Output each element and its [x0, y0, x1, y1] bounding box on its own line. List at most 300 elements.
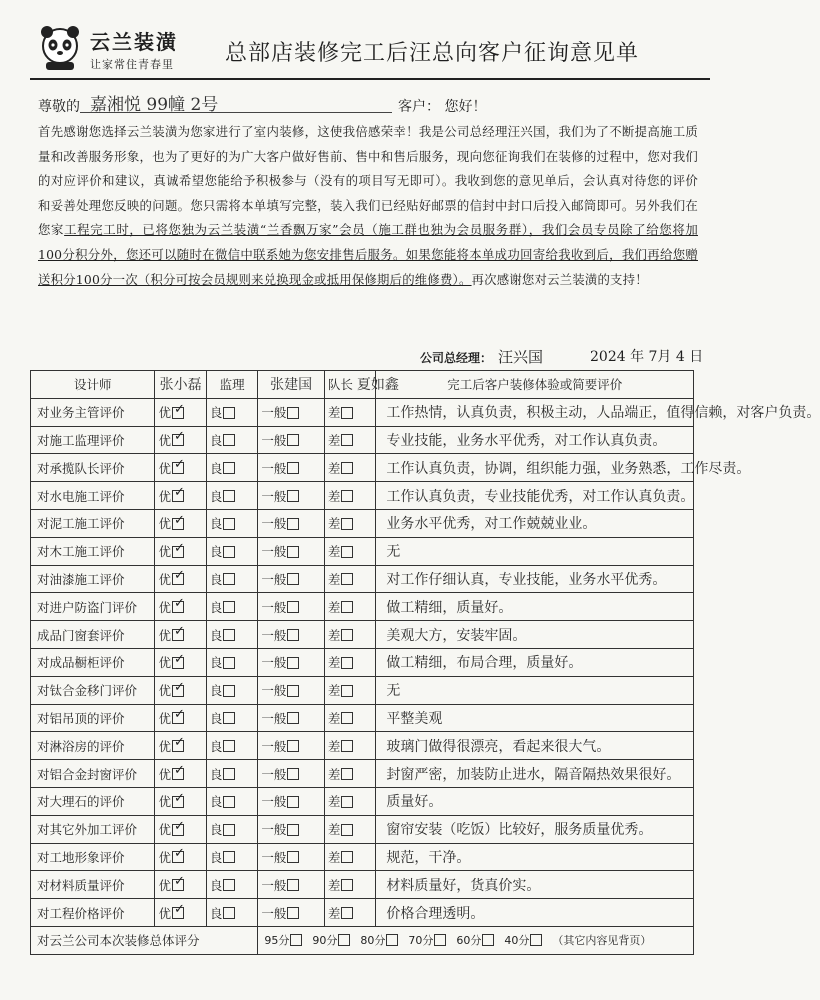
supervisor-name[interactable]: 张建国 — [258, 371, 325, 399]
row-label: 对木工施工评价 — [31, 537, 155, 565]
option-excellent[interactable] — [155, 843, 206, 871]
captain-label-text: 队长 — [327, 377, 353, 393]
option-average[interactable] — [258, 509, 325, 537]
option-average-label: 一般 — [261, 905, 287, 921]
checkbox-icon[interactable] — [341, 518, 353, 530]
checkbox-icon[interactable] — [290, 934, 302, 946]
option-excellent[interactable] — [155, 871, 206, 899]
option-average-label: 一般 — [261, 405, 287, 421]
option-poor[interactable] — [324, 732, 375, 760]
row-comment[interactable]: 材料质量好，货真价实。 — [376, 871, 694, 899]
checkbox-icon[interactable] — [287, 462, 299, 474]
option-poor-label: 差 — [327, 822, 341, 838]
table-row — [31, 760, 694, 788]
option-good-label: 良 — [209, 627, 223, 643]
option-excellent-label: 优 — [158, 849, 171, 865]
designer-name[interactable]: 张小磊 — [155, 371, 206, 399]
checkbox-icon[interactable] — [341, 434, 353, 446]
checkbox-icon[interactable] — [386, 934, 398, 946]
row-label: 对工程价格评价 — [31, 899, 155, 927]
checkbox-icon[interactable] — [287, 407, 299, 419]
option-poor[interactable] — [324, 537, 375, 565]
checked-box-icon[interactable] — [172, 601, 184, 613]
option-excellent[interactable] — [155, 454, 206, 482]
option-poor[interactable] — [324, 787, 375, 815]
option-average[interactable] — [258, 843, 325, 871]
table-row — [31, 732, 694, 760]
designer-label: 设计师 — [31, 371, 155, 399]
option-average[interactable] — [258, 676, 325, 704]
option-average[interactable] — [258, 732, 325, 760]
checkbox-icon[interactable] — [341, 629, 353, 641]
option-good[interactable] — [206, 565, 257, 593]
checkbox-icon[interactable] — [223, 907, 235, 919]
checkbox-icon[interactable] — [341, 407, 353, 419]
option-good[interactable] — [206, 732, 257, 760]
option-poor[interactable] — [324, 426, 375, 454]
table-row — [31, 398, 694, 426]
row-label: 对承揽队长评价 — [31, 454, 155, 482]
checked-box-icon[interactable] — [172, 573, 184, 585]
checked-box-icon[interactable] — [172, 462, 184, 474]
checkbox-icon[interactable] — [434, 934, 446, 946]
row-comment[interactable]: 业务水平优秀，对工作兢兢业业。 — [376, 509, 694, 537]
option-good[interactable] — [206, 593, 257, 621]
checked-box-icon[interactable] — [172, 629, 184, 641]
customer-underline — [80, 112, 392, 113]
checkbox-icon[interactable] — [287, 546, 299, 558]
option-good[interactable] — [206, 815, 257, 843]
option-excellent[interactable] — [155, 537, 206, 565]
option-excellent[interactable] — [155, 732, 206, 760]
checkbox-icon[interactable] — [341, 573, 353, 585]
score-option-label: 90分 — [312, 934, 338, 948]
option-average-label: 一般 — [261, 849, 287, 865]
option-poor[interactable] — [324, 621, 375, 649]
checkbox-icon[interactable] — [338, 934, 350, 946]
option-good[interactable] — [206, 871, 257, 899]
checkbox-icon[interactable] — [223, 518, 235, 530]
panda-logo-icon — [36, 24, 84, 72]
option-excellent-label: 优 — [158, 599, 171, 615]
checkbox-icon[interactable] — [223, 712, 235, 724]
row-comment[interactable]: 工作认真负责，协调，组织能力强，业务熟悉，工作尽责。 — [376, 454, 694, 482]
checkbox-icon[interactable] — [223, 685, 235, 697]
row-comment[interactable]: 无 — [376, 676, 694, 704]
checked-box-icon[interactable] — [172, 490, 184, 502]
option-poor[interactable] — [324, 454, 375, 482]
signature-label: 公司总经理： — [420, 351, 493, 365]
checkbox-icon[interactable] — [287, 629, 299, 641]
checked-box-icon[interactable] — [172, 768, 184, 780]
total-score-label: 对云兰公司本次装修总体评分 — [31, 926, 258, 954]
checkbox-icon[interactable] — [341, 796, 353, 808]
checkbox-icon[interactable] — [341, 879, 353, 891]
option-average-label: 一般 — [261, 571, 287, 587]
checked-box-icon[interactable] — [172, 907, 184, 919]
checkbox-icon[interactable] — [341, 462, 353, 474]
row-comment[interactable]: 美观大方，安装牢固。 — [376, 621, 694, 649]
checkbox-icon[interactable] — [223, 879, 235, 891]
row-comment[interactable]: 规范，干净。 — [376, 843, 694, 871]
option-poor[interactable] — [324, 815, 375, 843]
row-comment[interactable]: 做工精细，布局合理，质量好。 — [376, 648, 694, 676]
score-option[interactable] — [360, 934, 398, 947]
checkbox-icon[interactable] — [223, 434, 235, 446]
option-excellent[interactable] — [155, 760, 206, 788]
checkbox-icon[interactable] — [341, 824, 353, 836]
option-poor-label: 差 — [327, 544, 341, 560]
option-excellent-label: 优 — [158, 683, 171, 699]
score-option[interactable] — [456, 934, 494, 947]
row-label: 对施工监理评价 — [31, 426, 155, 454]
option-average[interactable] — [258, 482, 325, 510]
customer-name-field[interactable]: 嘉湘悦 99幢 2号 — [90, 95, 219, 115]
option-poor-label: 差 — [327, 488, 341, 504]
checked-box-icon[interactable] — [172, 796, 184, 808]
option-excellent-label: 优 — [158, 766, 171, 782]
option-poor[interactable] — [324, 648, 375, 676]
option-average-label: 一般 — [261, 627, 287, 643]
checkbox-icon[interactable] — [341, 768, 353, 780]
checked-box-icon[interactable] — [172, 518, 184, 530]
option-excellent[interactable] — [155, 787, 206, 815]
checkbox-icon[interactable] — [287, 768, 299, 780]
option-poor-label: 差 — [327, 877, 341, 893]
evaluation-table — [30, 370, 820, 955]
score-option[interactable] — [408, 934, 446, 947]
checkbox-icon[interactable] — [287, 518, 299, 530]
option-excellent[interactable] — [155, 482, 206, 510]
option-poor-label: 差 — [327, 849, 341, 865]
option-excellent-label: 优 — [158, 710, 171, 726]
option-excellent-label: 优 — [158, 905, 171, 921]
checkbox-icon[interactable] — [223, 851, 235, 863]
option-average[interactable] — [258, 426, 325, 454]
option-good-label: 良 — [209, 794, 223, 810]
score-option[interactable] — [504, 934, 542, 947]
signature-name: 汪兴国 — [498, 348, 544, 366]
option-good[interactable] — [206, 398, 257, 426]
table-row — [31, 509, 694, 537]
table-row — [31, 843, 694, 871]
checkbox-icon[interactable] — [287, 796, 299, 808]
checked-box-icon[interactable] — [172, 740, 184, 752]
greeting-line — [38, 92, 698, 118]
option-excellent[interactable] — [155, 426, 206, 454]
signature — [420, 346, 543, 367]
option-good-label: 良 — [209, 738, 223, 754]
option-poor-label: 差 — [327, 460, 341, 476]
row-comment[interactable]: 窗帘安装（吃饭）比较好，服务质量优秀。 — [376, 815, 694, 843]
option-average[interactable] — [258, 565, 325, 593]
option-poor[interactable] — [324, 482, 375, 510]
row-label: 对铝吊顶的评价 — [31, 704, 155, 732]
checkbox-icon[interactable] — [223, 462, 235, 474]
option-excellent[interactable] — [155, 704, 206, 732]
option-good-label: 良 — [209, 905, 223, 921]
option-average[interactable] — [258, 871, 325, 899]
table-row — [31, 621, 694, 649]
checkbox-icon[interactable] — [287, 712, 299, 724]
table-row — [31, 871, 694, 899]
row-comment[interactable]: 价格合理透明。 — [376, 899, 694, 927]
checkbox-icon[interactable] — [287, 685, 299, 697]
option-average[interactable] — [258, 621, 325, 649]
checkbox-icon[interactable] — [287, 740, 299, 752]
row-comment[interactable]: 质量好。 — [376, 787, 694, 815]
option-poor[interactable] — [324, 843, 375, 871]
row-label: 对业务主管评价 — [31, 398, 155, 426]
row-label: 对铝合金封窗评价 — [31, 760, 155, 788]
option-good[interactable] — [206, 648, 257, 676]
option-excellent[interactable] — [155, 899, 206, 927]
option-excellent-label: 优 — [158, 655, 171, 671]
option-poor-label: 差 — [327, 710, 341, 726]
checkbox-icon[interactable] — [341, 907, 353, 919]
checked-box-icon[interactable] — [172, 685, 184, 697]
option-poor-label: 差 — [327, 405, 341, 421]
row-comment[interactable]: 玻璃门做得很漂亮，看起来很大气。 — [376, 732, 694, 760]
row-label: 对淋浴房的评价 — [31, 732, 155, 760]
option-excellent-label: 优 — [158, 877, 171, 893]
option-poor-label: 差 — [327, 627, 341, 643]
option-poor[interactable] — [324, 398, 375, 426]
table-row — [31, 787, 694, 815]
option-good[interactable] — [206, 621, 257, 649]
score-option-label: 60分 — [456, 934, 482, 948]
checkbox-icon[interactable] — [223, 546, 235, 558]
option-poor-label: 差 — [327, 794, 341, 810]
option-excellent[interactable] — [155, 509, 206, 537]
table-row — [31, 704, 694, 732]
option-poor-label: 差 — [327, 766, 341, 782]
option-good-label: 良 — [209, 599, 223, 615]
checkbox-icon[interactable] — [341, 657, 353, 669]
option-average-label: 一般 — [261, 822, 287, 838]
table-row — [31, 815, 694, 843]
option-average[interactable] — [258, 787, 325, 815]
checkbox-icon[interactable] — [223, 768, 235, 780]
option-excellent[interactable] — [155, 815, 206, 843]
checkbox-icon[interactable] — [287, 851, 299, 863]
checkbox-icon[interactable] — [287, 824, 299, 836]
option-average-label: 一般 — [261, 794, 287, 810]
row-comment[interactable]: 对工作仔细认真，专业技能，业务水平优秀。 — [376, 565, 694, 593]
table-row — [31, 593, 694, 621]
option-good[interactable] — [206, 899, 257, 927]
checkbox-icon[interactable] — [287, 907, 299, 919]
option-poor-label: 差 — [327, 905, 341, 921]
checkbox-icon[interactable] — [287, 434, 299, 446]
option-excellent-label: 优 — [158, 460, 171, 476]
option-poor-label: 差 — [327, 683, 341, 699]
row-comment[interactable]: 工作认真负责，专业技能优秀，对工作认真负责。 — [376, 482, 694, 510]
checkbox-icon[interactable] — [287, 657, 299, 669]
option-excellent-label: 优 — [158, 544, 171, 560]
row-label: 对其它外加工评价 — [31, 815, 155, 843]
form-header — [30, 18, 710, 80]
checkbox-icon[interactable] — [223, 740, 235, 752]
option-excellent[interactable] — [155, 648, 206, 676]
option-good-label: 良 — [209, 516, 223, 532]
brand-slogan: 让家常住青春里 — [90, 58, 174, 71]
option-average[interactable] — [258, 760, 325, 788]
option-excellent-label: 优 — [158, 738, 171, 754]
option-excellent-label: 优 — [158, 627, 171, 643]
checked-box-icon[interactable] — [172, 879, 184, 891]
option-good-label: 良 — [209, 488, 223, 504]
option-average[interactable] — [258, 593, 325, 621]
checkbox-icon[interactable] — [287, 573, 299, 585]
total-score-row — [31, 926, 694, 954]
option-poor-label: 差 — [327, 599, 341, 615]
option-average[interactable] — [258, 648, 325, 676]
checkbox-icon[interactable] — [341, 490, 353, 502]
option-excellent-label: 优 — [158, 516, 171, 532]
option-average[interactable] — [258, 454, 325, 482]
option-average[interactable] — [258, 899, 325, 927]
checkbox-icon[interactable] — [223, 824, 235, 836]
option-poor-label: 差 — [327, 738, 341, 754]
option-excellent[interactable] — [155, 398, 206, 426]
letter-paragraph-2: 工程完工时，已将您独为云兰装潢“兰香飘万家”会员（施工群也独为会员服务群），我们会员专员除了给您将加100分积分外，您还可以随时在微信中联系她为您安排售后服务。如果您能将本单成功回寄给我收到后，我们再给您赠送积分100分一次（积分可按会员规则来兑换现金或抵用保修期后的维修费）。 — [38, 222, 698, 287]
option-average-label: 一般 — [261, 460, 287, 476]
option-poor[interactable] — [324, 593, 375, 621]
checked-box-icon[interactable] — [172, 712, 184, 724]
row-label: 成品门窗套评价 — [31, 621, 155, 649]
option-good[interactable] — [206, 509, 257, 537]
option-average[interactable] — [258, 398, 325, 426]
option-good-label: 良 — [209, 571, 223, 587]
option-good[interactable] — [206, 843, 257, 871]
row-comment[interactable]: 平整美观 — [376, 704, 694, 732]
checkbox-icon[interactable] — [223, 657, 235, 669]
checkbox-icon[interactable] — [223, 796, 235, 808]
option-poor[interactable] — [324, 509, 375, 537]
greeting-tail: 客户： 您好！ — [398, 99, 487, 115]
checkbox-icon[interactable] — [341, 712, 353, 724]
table-row — [31, 565, 694, 593]
row-comment[interactable]: 无 — [376, 537, 694, 565]
option-good-label: 良 — [209, 822, 223, 838]
option-good-label: 良 — [209, 683, 223, 699]
checkbox-icon[interactable] — [223, 490, 235, 502]
checkbox-icon[interactable] — [341, 601, 353, 613]
option-good-label: 良 — [209, 710, 223, 726]
row-label: 对成品橱柜评价 — [31, 648, 155, 676]
option-good[interactable] — [206, 537, 257, 565]
option-good[interactable] — [206, 760, 257, 788]
option-good-label: 良 — [209, 849, 223, 865]
option-poor[interactable] — [324, 899, 375, 927]
option-poor-label: 差 — [327, 432, 341, 448]
score-option[interactable] — [312, 934, 350, 947]
checked-box-icon[interactable] — [172, 546, 184, 558]
option-good[interactable] — [206, 704, 257, 732]
option-excellent-label: 优 — [158, 432, 171, 448]
option-average-label: 一般 — [261, 516, 287, 532]
checkbox-icon[interactable] — [341, 740, 353, 752]
row-comment[interactable]: 工作热情，认真负责，积极主动，人品端正，值得信赖，对客户负责。 — [376, 398, 694, 426]
checked-box-icon[interactable] — [172, 407, 184, 419]
score-option-label: 40分 — [504, 934, 530, 948]
option-poor[interactable] — [324, 871, 375, 899]
option-average[interactable] — [258, 815, 325, 843]
option-good[interactable] — [206, 482, 257, 510]
page-title: 总部店装修完工后汪总向客户征询意见单 — [225, 41, 640, 66]
option-average-label: 一般 — [261, 766, 287, 782]
checkbox-icon[interactable] — [530, 934, 542, 946]
row-comment[interactable]: 封窗严密，加装防止进水，隔音隔热效果很好。 — [376, 760, 694, 788]
checkbox-icon[interactable] — [287, 601, 299, 613]
option-average[interactable] — [258, 537, 325, 565]
option-poor[interactable] — [324, 704, 375, 732]
option-poor[interactable] — [324, 760, 375, 788]
option-average[interactable] — [258, 704, 325, 732]
row-comment[interactable]: 专业技能，业务水平优秀，对工作认真负责。 — [376, 426, 694, 454]
row-label: 对油漆施工评价 — [31, 565, 155, 593]
option-good[interactable] — [206, 426, 257, 454]
checked-box-icon[interactable] — [172, 657, 184, 669]
option-average-label: 一般 — [261, 655, 287, 671]
checkbox-icon[interactable] — [287, 490, 299, 502]
option-good[interactable] — [206, 787, 257, 815]
row-label: 对进户防盗门评价 — [31, 593, 155, 621]
option-average-label: 一般 — [261, 488, 287, 504]
option-excellent[interactable] — [155, 676, 206, 704]
option-excellent-label: 优 — [158, 822, 171, 838]
table-row — [31, 648, 694, 676]
option-excellent[interactable] — [155, 621, 206, 649]
checkbox-icon[interactable] — [223, 573, 235, 585]
backside-note: （其它内容见背页） — [552, 934, 652, 948]
row-comment[interactable]: 做工精细，质量好。 — [376, 593, 694, 621]
checkbox-icon[interactable] — [223, 601, 235, 613]
table-row — [31, 454, 694, 482]
checked-box-icon[interactable] — [172, 434, 184, 446]
score-option-label: 80分 — [360, 934, 386, 948]
option-excellent-label: 优 — [158, 794, 171, 810]
captain-name[interactable]: 夏如鑫 — [356, 377, 399, 394]
option-excellent[interactable] — [155, 593, 206, 621]
row-label: 对大理石的评价 — [31, 787, 155, 815]
option-poor[interactable] — [324, 676, 375, 704]
checkbox-icon[interactable] — [223, 629, 235, 641]
greeting-lead: 尊敬的 — [38, 99, 80, 115]
score-option-label: 95分 — [264, 934, 290, 948]
option-excellent-label: 优 — [158, 488, 171, 504]
checked-box-icon[interactable] — [172, 851, 184, 863]
checkbox-icon[interactable] — [482, 934, 494, 946]
checkbox-icon[interactable] — [341, 546, 353, 558]
option-excellent[interactable] — [155, 565, 206, 593]
row-label: 对工地形象评价 — [31, 843, 155, 871]
checked-box-icon[interactable] — [172, 824, 184, 836]
checkbox-icon[interactable] — [341, 851, 353, 863]
letter-body — [38, 120, 698, 292]
option-good[interactable] — [206, 676, 257, 704]
checkbox-icon[interactable] — [341, 685, 353, 697]
option-average-label: 一般 — [261, 599, 287, 615]
checkbox-icon[interactable] — [223, 407, 235, 419]
option-poor[interactable] — [324, 565, 375, 593]
table-header-row — [31, 371, 694, 399]
checkbox-icon[interactable] — [287, 879, 299, 891]
score-option[interactable] — [264, 934, 302, 947]
option-average-label: 一般 — [261, 710, 287, 726]
option-good[interactable] — [206, 454, 257, 482]
